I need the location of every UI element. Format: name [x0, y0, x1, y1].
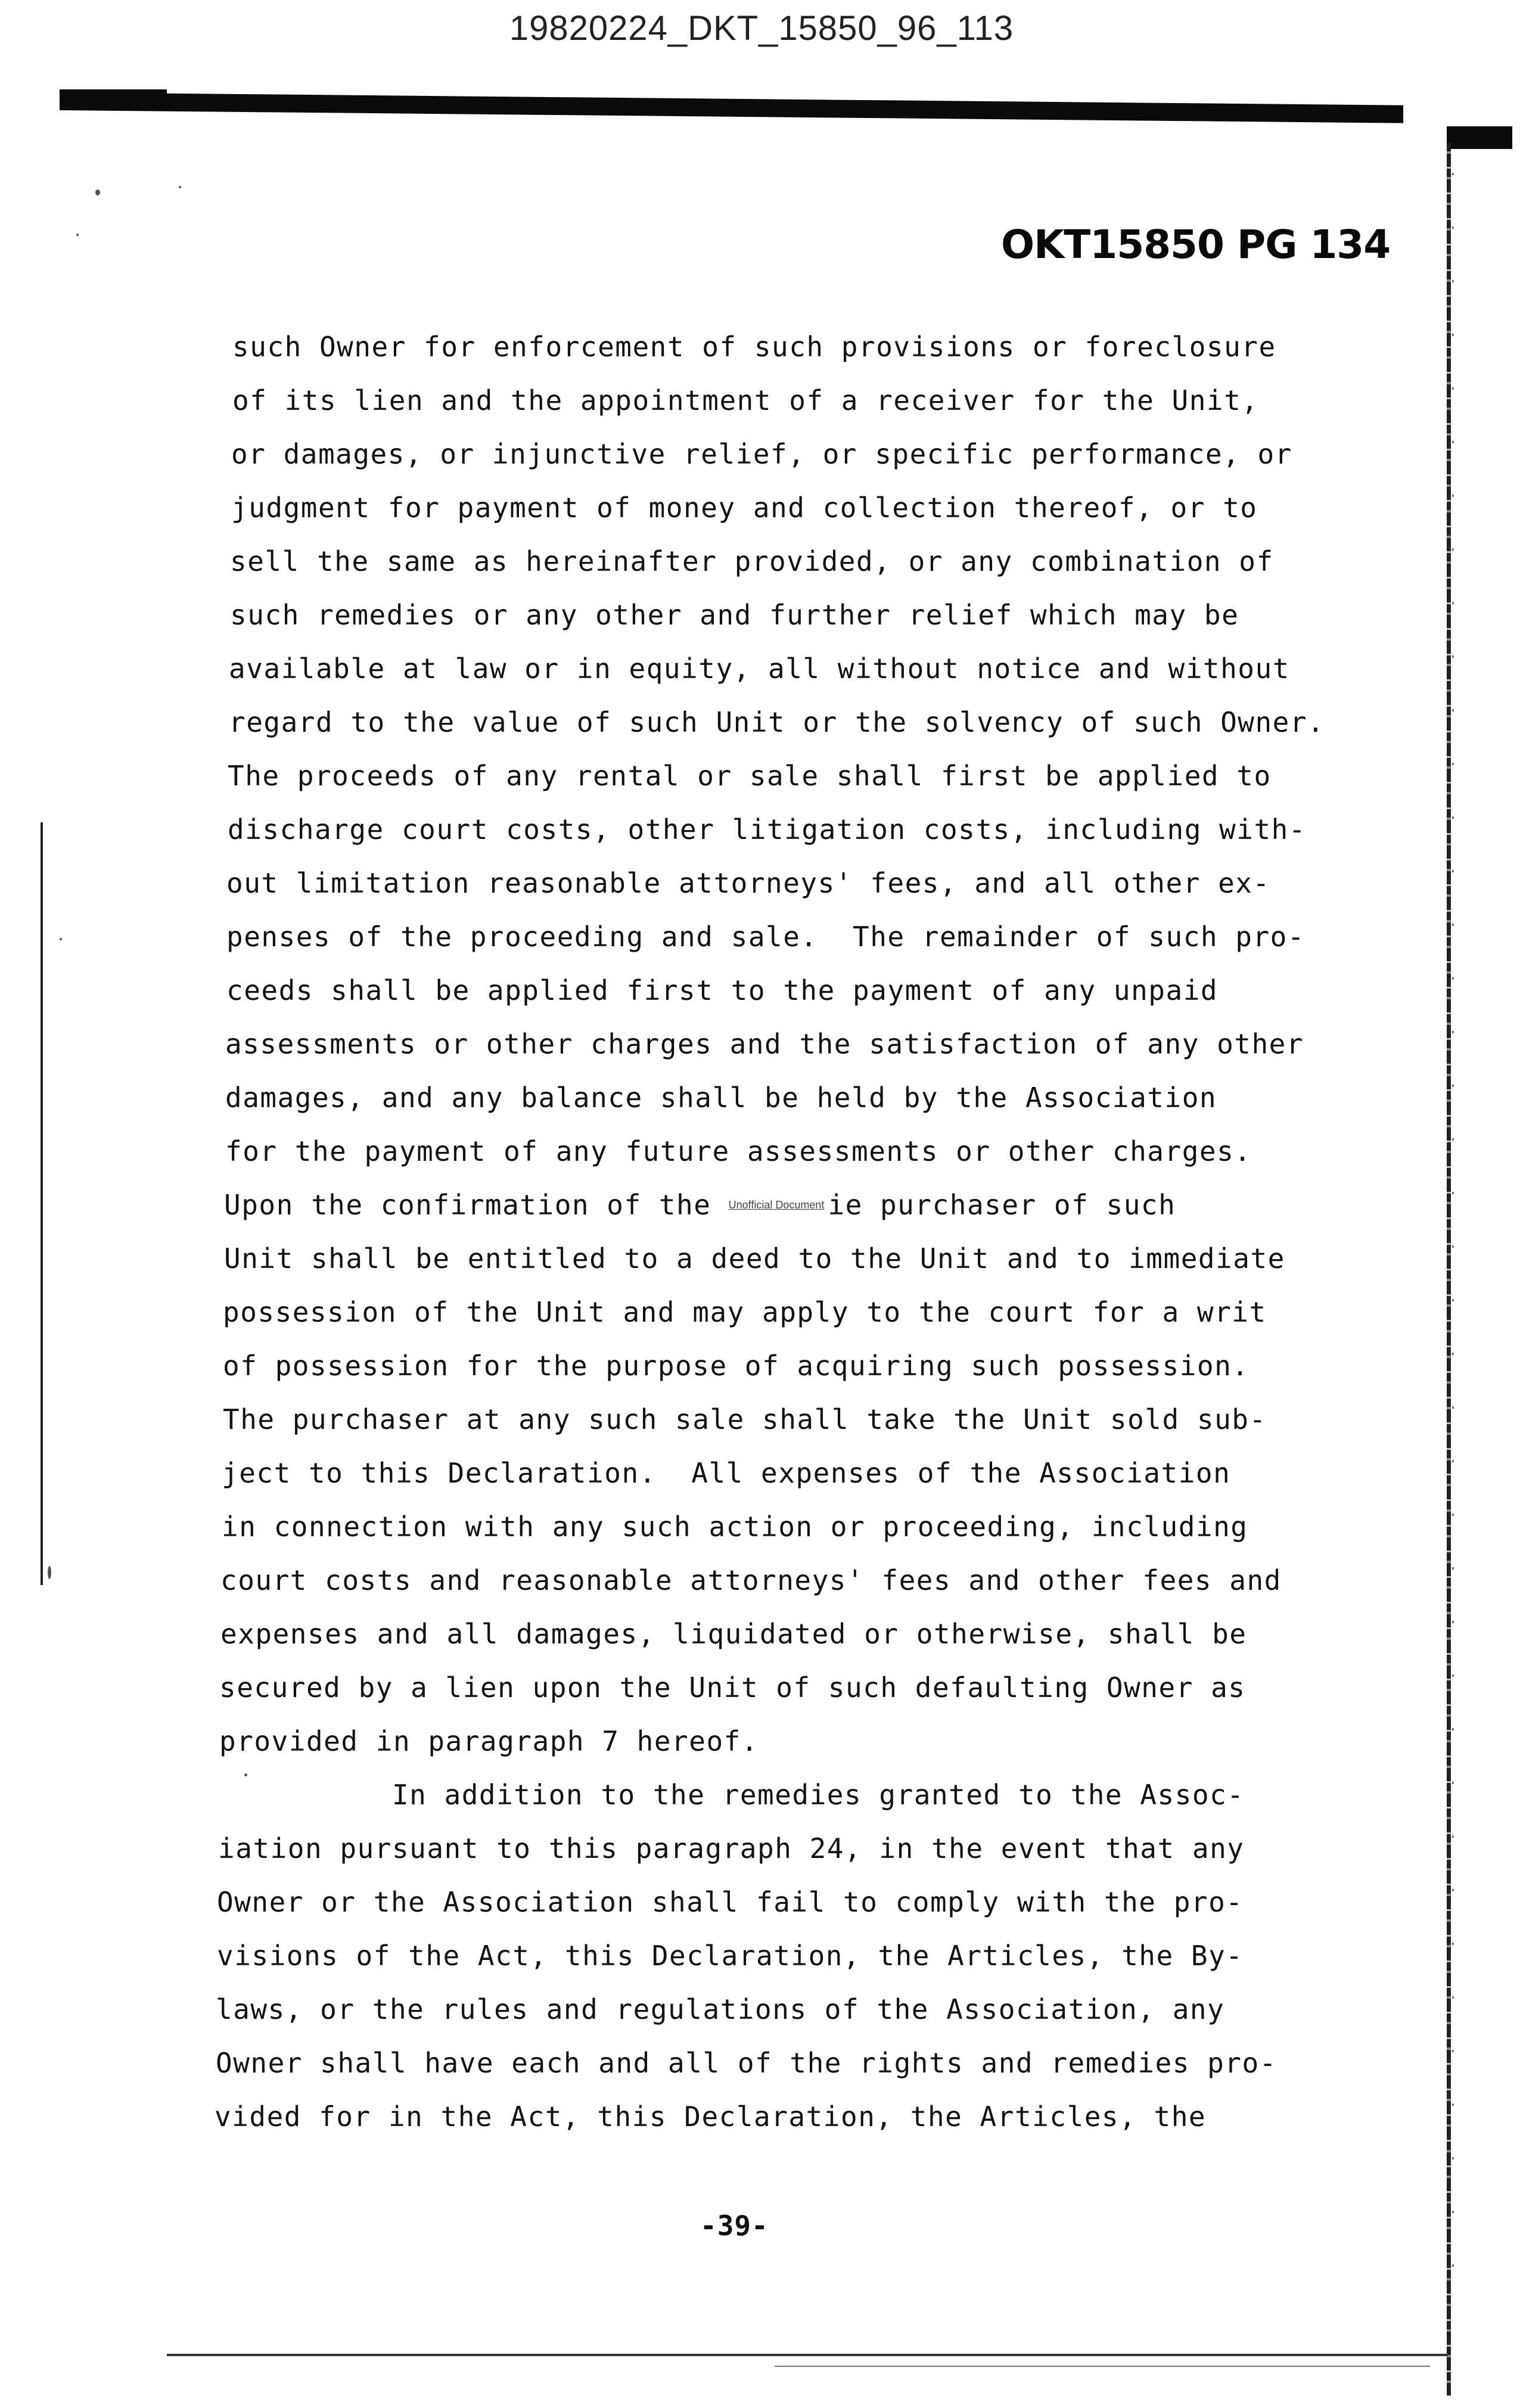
text-line: iation pursuant to this paragraph 24, in the event that any — [218, 1832, 1245, 1865]
text-line: The proceeds of any rental or sale shall first be applied to — [228, 760, 1272, 792]
scan-speck — [48, 1566, 51, 1579]
text-line: of its lien and the appointment of a receiver for the Unit, — [232, 384, 1259, 417]
text-line: visions of the Act, this Declaration, the Articles, the By- — [217, 1940, 1244, 1972]
text-line: Owner shall have each and all of the rights and remedies pro- — [216, 2047, 1277, 2079]
text-line: discharge court costs, other litigation costs, including with- — [228, 813, 1307, 846]
text-line: damages, and any balance shall be held by the Association — [225, 1082, 1217, 1114]
text-line: or damages, or injunctive relief, or specific performance, or — [231, 438, 1292, 470]
scan-right-speck — [1452, 155, 1454, 2300]
text-line: expenses and all damages, liquidated or otherwise, shall be — [220, 1618, 1247, 1650]
text-line: such Owner for enforcement of such provisions or foreclosure — [232, 331, 1276, 363]
text-line: In addition to the remedies granted to the Assoc- — [218, 1779, 1245, 1811]
scan-speck — [244, 1773, 247, 1776]
scan-speck — [60, 938, 62, 940]
text-line: provided in paragraph 7 hereof. — [219, 1725, 759, 1757]
scan-bottom-rule-secondary — [775, 2366, 1430, 2367]
text-line: ject to this Declaration. All expenses of the Association — [222, 1457, 1231, 1489]
text-line: assessments or other charges and the satisfaction of any other — [225, 1028, 1304, 1060]
text-line: for the payment of any future assessments or other charges. — [225, 1135, 1252, 1167]
scan-left-rule — [41, 822, 43, 1585]
text-line: The purchaser at any such sale shall take the Unit sold sub- — [223, 1403, 1267, 1436]
text-line: judgment for payment of money and collection thereof, or to — [231, 492, 1258, 524]
text-line: of possession for the purpose of acquiring such possession. — [223, 1350, 1250, 1382]
document-header-id: 19820224_DKT_15850_96_113 — [509, 9, 1014, 48]
scan-speck — [76, 234, 79, 236]
text-line-segment: Upon the confirmation of the — [224, 1189, 711, 1221]
text-line: such remedies or any other and further relief which may be — [230, 599, 1239, 631]
text-line: ceeds shall be applied first to the payment of any unpaid — [226, 974, 1219, 1006]
scan-right-bar — [1447, 126, 1512, 149]
text-line: Unit shall be entitled to a deed to the Unit and to immediate — [224, 1242, 1285, 1275]
text-line: vided for in the Act, this Declaration, the Articles, the — [215, 2101, 1207, 2133]
book-page-reference: OKT15850 PG 134 — [1001, 222, 1391, 268]
scan-bottom-rule — [167, 2354, 1448, 2356]
text-line: court costs and reasonable attorneys' fees and other fees and — [220, 1564, 1282, 1596]
scan-top-bar — [60, 92, 1403, 123]
text-line: laws, or the rules and regulations of the Association, any — [216, 1993, 1225, 2025]
text-line: out limitation reasonable attorneys' fees, and all other ex- — [226, 867, 1270, 899]
text-line-segment: ie purchaser of such — [828, 1189, 1176, 1221]
scan-speck — [179, 186, 181, 188]
text-line: secured by a lien upon the Unit of such defaulting Owner as — [219, 1671, 1246, 1704]
text-line: Owner or the Association shall fail to comply with the pro- — [217, 1886, 1244, 1918]
text-line: possession of the Unit and may apply to the court for a writ — [223, 1296, 1267, 1328]
unofficial-document-watermark: Unofficial Document — [728, 1199, 825, 1211]
text-line: sell the same as hereinafter provided, or any combination of — [230, 545, 1274, 577]
scan-speck — [95, 189, 100, 195]
text-line: penses of the proceeding and sale. The remainder of such pro- — [226, 921, 1306, 953]
page-number: -39- — [700, 2210, 769, 2242]
scan-right-edge — [1447, 143, 1451, 2395]
text-line: regard to the value of such Unit or the solvency of such Owner. — [229, 706, 1325, 738]
text-line: in connection with any such action or proceeding, including — [222, 1511, 1248, 1543]
text-line: available at law or in equity, all without notice and without — [229, 653, 1290, 685]
text-line-with-watermark — [224, 1189, 1176, 1221]
